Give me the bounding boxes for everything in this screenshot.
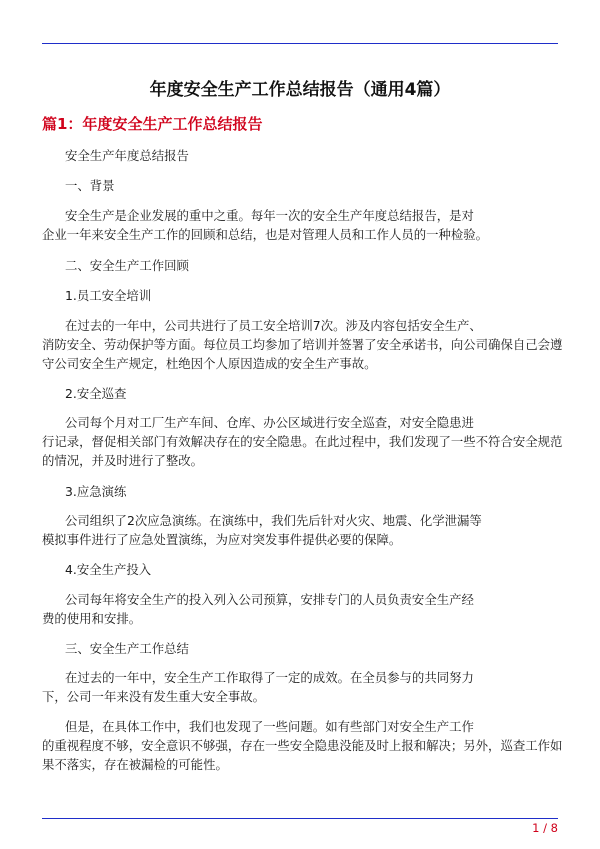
body-line: 公司组织了2次应急演练。在演练中，我们先后针对火灾、地震、化学泄漏等	[65, 513, 482, 528]
body-line: 下，公司一年来没有发生重大安全事故。	[42, 689, 266, 704]
section-heading: 篇1：年度安全生产工作总结报告	[42, 115, 263, 133]
body-line: 公司每个月对工厂生产车间、仓库、办公区域进行安全巡查，对安全隐患进	[65, 415, 474, 430]
body-line: 2.安全巡查	[65, 386, 127, 401]
body-line: 二、安全生产工作回顾	[65, 258, 189, 273]
body-line: 的重视程度不够，安全意识不够强，存在一些安全隐患没能及时上报和解决；另外，巡查工作如	[42, 738, 563, 753]
body-line: 公司每年将安全生产的投入列入公司预算，安排专门的人员负责安全生产经	[65, 592, 474, 607]
body-line: 在过去的一年中，公司共进行了员工安全培训7次。涉及内容包括安全生产、	[65, 318, 482, 333]
body-line: 在过去的一年中，安全生产工作取得了一定的成效。在全员参与的共同努力	[65, 670, 474, 685]
body-line: 行记录，督促相关部门有效解决存在的安全隐患。在此过程中，我们发现了一些不符合安全规范	[42, 434, 563, 449]
body-line: 但是，在具体工作中，我们也发现了一些问题。如有些部门对安全生产工作	[65, 719, 474, 734]
body-line: 果不落实，存在被漏检的可能性。	[42, 757, 228, 772]
body-line: 3.应急演练	[65, 484, 127, 499]
body-line: 安全生产年度总结报告	[65, 148, 189, 163]
body-line: 三、安全生产工作总结	[65, 641, 189, 656]
body-line: 守公司安全生产规定，杜绝因个人原因造成的安全生产事故。	[42, 356, 377, 371]
footer-rule	[42, 818, 558, 819]
document-title: 年度安全生产工作总结报告（通用4篇）	[149, 80, 451, 100]
body-line: 费的使用和安排。	[42, 611, 142, 626]
body-line: 4.安全生产投入	[65, 562, 152, 577]
body-line: 模拟事件进行了应急处置演练，为应对突发事件提供必要的保障。	[42, 532, 402, 547]
body-line: 安全生产是企业发展的重中之重。每年一次的安全生产年度总结报告，是对	[65, 208, 474, 223]
body-line: 消防安全、劳动保护等方面。每位员工均参加了培训并签署了安全承诺书，向公司确保自己会遵	[42, 337, 563, 352]
body-line: 1.员工安全培训	[65, 288, 152, 303]
body-line: 企业一年来安全生产工作的回顾和总结，也是对管理人员和工作人员的一种检验。	[42, 227, 489, 242]
body-line: 一、背景	[65, 178, 115, 193]
body-line: 的情况，并及时进行了整改。	[42, 453, 204, 468]
page-number: 1 / 8	[532, 821, 558, 835]
